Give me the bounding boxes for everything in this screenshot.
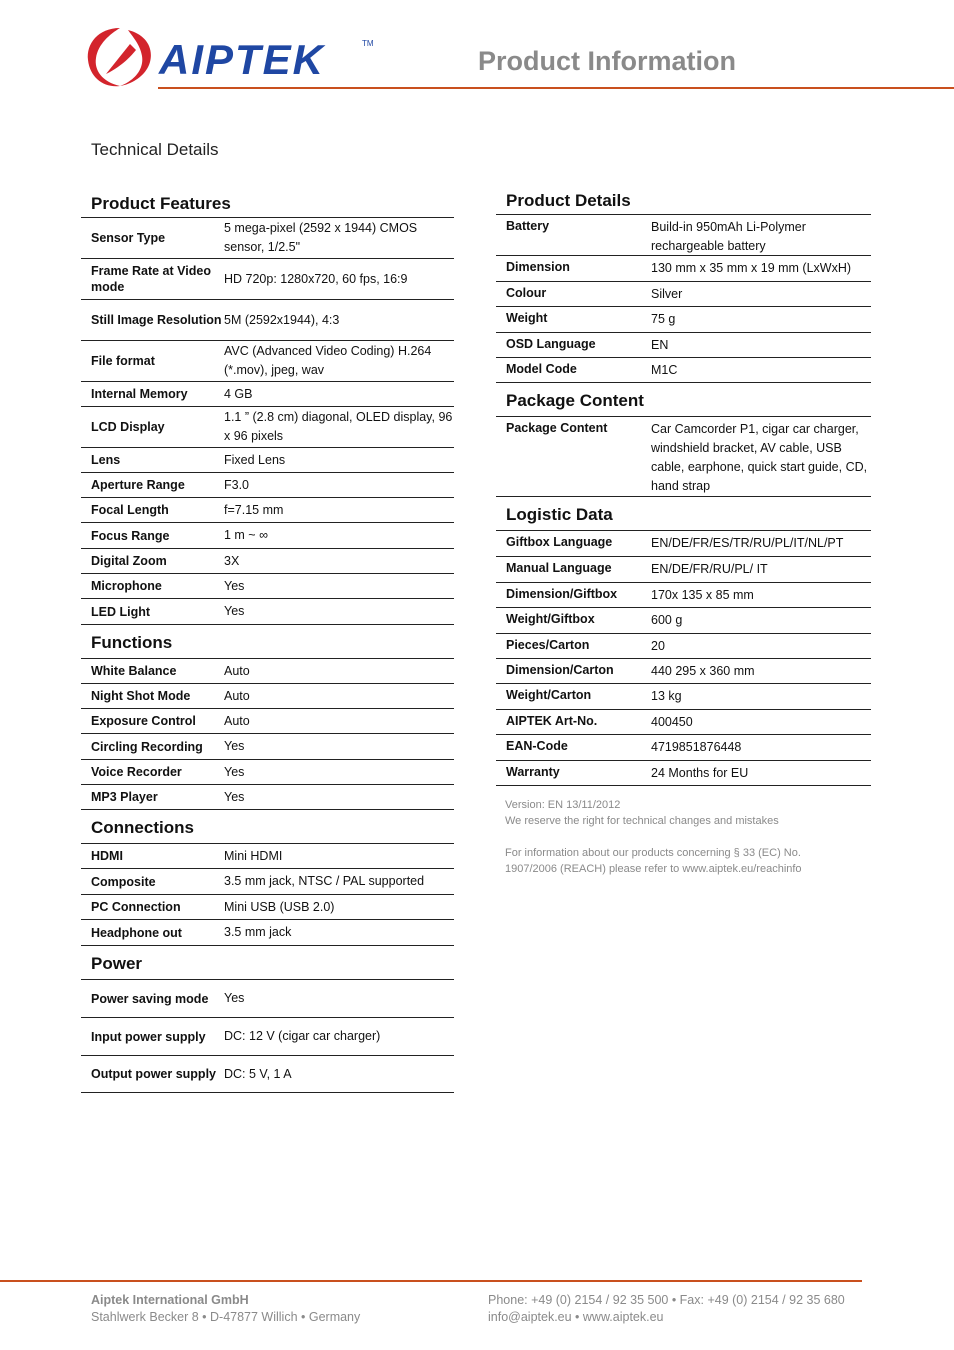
spec-row — [81, 382, 454, 407]
spec-value: Yes — [224, 764, 245, 779]
spec-value: 400450 — [651, 715, 693, 729]
spec-label: Internal Memory — [91, 387, 188, 401]
spec-label: Lens — [91, 453, 121, 467]
spec-value: Yes — [224, 739, 245, 753]
aiptek-logo — [84, 22, 384, 92]
spec-row — [496, 608, 871, 634]
spec-label: Weight/Giftbox — [506, 612, 595, 626]
spec-label: Composite — [91, 874, 156, 889]
spec-value: 20 — [651, 639, 665, 653]
footer-contact-block — [488, 1292, 845, 1326]
spec-value: Auto — [224, 688, 250, 703]
spec-label: Night Shot Mode — [91, 689, 191, 703]
spec-label: Pieces/Carton — [506, 638, 590, 652]
spec-label: Focus Range — [91, 528, 170, 543]
spec-label: Model Code — [506, 362, 577, 376]
spec-row — [81, 709, 454, 734]
spec-row — [81, 549, 454, 574]
section-product-features — [81, 188, 454, 625]
spec-value: EN/DE/FR/ES/TR/RU/PL/IT/NL/PT — [651, 536, 844, 550]
spec-label: Dimension/Giftbox — [506, 587, 618, 601]
spec-label: White Balance — [91, 664, 177, 678]
spec-row — [496, 358, 871, 383]
spec-row — [81, 523, 454, 549]
spec-label: OSD Language — [506, 337, 596, 351]
section-title: Connections — [81, 810, 454, 844]
spec-value: M1C — [651, 363, 678, 377]
page-title: Product Information — [478, 46, 736, 76]
spec-row — [496, 557, 871, 583]
spec-label: Output power supply — [91, 1067, 216, 1081]
spec-value: 3X — [224, 553, 240, 568]
section-power — [81, 946, 454, 1093]
section-title: Functions — [81, 625, 454, 659]
spec-label: LED Light — [91, 604, 151, 619]
spec-value: Mini HDMI — [224, 848, 283, 863]
spec-label: Frame Rate at Video mode — [91, 264, 211, 294]
spec-value: 1.1 ” (2.8 cm) diagonal, OLED display, 96 x 96 pixels — [224, 410, 453, 443]
section-title: Logistic Data — [496, 497, 871, 531]
spec-value: 5 mega-pixel (2592 x 1944) CMOS sensor, 1/2.5" — [224, 221, 418, 254]
footer-address: Stahlwerk Becker 8 • D-47877 Willich • Germany — [91, 1310, 361, 1324]
spec-row — [81, 599, 454, 625]
spec-value: AVC (Advanced Video Coding) H.264 (*.mov), jpeg, wav — [224, 344, 432, 377]
spec-row — [496, 282, 871, 307]
spec-label: AIPTEK Art-No. — [506, 714, 598, 728]
spec-value: 13 kg — [651, 689, 682, 703]
spec-row — [496, 659, 871, 684]
spec-value: 3.5 mm jack, NTSC / PAL supported — [224, 874, 425, 888]
spec-value: 4 GB — [224, 386, 253, 401]
section-connections — [81, 810, 454, 946]
section-title: Product Features — [81, 188, 454, 218]
spec-row — [81, 895, 454, 920]
spec-label: Battery — [506, 219, 550, 233]
section-functions — [81, 625, 454, 810]
spec-value: Silver — [651, 287, 683, 301]
spec-row — [81, 1018, 454, 1056]
spec-value: DC: 5 V, 1 A — [224, 1066, 292, 1081]
spec-row — [81, 498, 454, 523]
spec-row — [496, 307, 871, 333]
version-note — [505, 797, 779, 829]
spec-row — [496, 634, 871, 659]
spec-value: Yes — [224, 789, 245, 804]
spec-label: Dimension/Carton — [506, 663, 614, 677]
spec-row — [81, 920, 454, 946]
spec-row — [81, 473, 454, 498]
spec-row — [81, 218, 454, 259]
footer-phone: Phone: +49 (0) 2154 / 92 35 500 • Fax: +49 (0) 2154 / 92 35 680 — [488, 1293, 845, 1307]
spec-row — [496, 256, 871, 282]
spec-row — [81, 407, 454, 448]
spec-label: Warranty — [506, 765, 560, 779]
spec-label: HDMI — [91, 849, 123, 863]
left-column — [81, 188, 454, 1093]
spec-value: 4719851876448 — [651, 740, 742, 754]
section-package-content — [496, 383, 871, 497]
spec-label: Still Image Resolution — [91, 313, 222, 327]
section-logistic-data — [496, 497, 871, 786]
spec-row — [81, 869, 454, 895]
spec-value: Fixed Lens — [224, 452, 286, 467]
section-title: Package Content — [496, 383, 871, 417]
spec-row — [496, 761, 871, 786]
trademark-mark: TM — [362, 39, 374, 48]
spec-row — [496, 333, 871, 358]
spec-label: Sensor Type — [91, 231, 166, 245]
spec-row — [81, 980, 454, 1018]
spec-row — [81, 259, 454, 300]
spec-value: F3.0 — [224, 477, 250, 492]
spec-value: 24 Months for EU — [651, 766, 749, 780]
spec-row — [81, 684, 454, 709]
spec-label: Input power supply — [91, 1029, 206, 1044]
spec-value: 170x 135 x 85 mm — [651, 588, 754, 602]
spec-value: 600 g — [651, 613, 683, 627]
spec-value: Yes — [224, 578, 245, 593]
spec-label: Digital Zoom — [91, 554, 167, 568]
spec-label: Giftbox Language — [506, 535, 613, 549]
spec-value: Auto — [224, 713, 250, 728]
spec-row — [496, 583, 871, 608]
logo-text: AIPTEK — [159, 36, 326, 83]
spec-row — [81, 785, 454, 810]
spec-label: Weight — [506, 311, 548, 325]
spec-value: Mini USB (USB 2.0) — [224, 899, 335, 914]
reach-note: For information about our products concerning § 33 (EC) No. 1907/2006 (REACH) please refer to www.aiptek.eu/reachinfo — [505, 847, 802, 875]
spec-row — [496, 531, 871, 557]
reserve-text: We reserve the right for technical changes and mistakes — [505, 815, 779, 827]
spec-label: PC Connection — [91, 900, 181, 914]
spec-row — [81, 1056, 454, 1093]
spec-value: 5M (2592x1944), 4:3 — [224, 312, 340, 327]
footer-web: info@aiptek.eu • www.aiptek.eu — [488, 1310, 664, 1324]
section-product-details — [496, 186, 871, 383]
right-column — [496, 186, 871, 786]
spec-value: Auto — [224, 663, 250, 678]
spec-label: Focal Length — [91, 503, 169, 517]
spec-value: 3.5 mm jack — [224, 925, 292, 939]
spec-row — [81, 448, 454, 473]
spec-row — [496, 684, 871, 710]
document-subtitle: Technical Details — [91, 140, 219, 159]
spec-row — [496, 710, 871, 735]
spec-row — [81, 300, 454, 341]
spec-label: Colour — [506, 286, 547, 300]
spec-value: 1 m ~ ∞ — [224, 528, 268, 542]
section-title: Product Details — [496, 186, 871, 215]
spec-label: Exposure Control — [91, 714, 196, 728]
spec-value: 130 mm x 35 mm x 19 mm (LxWxH) — [651, 261, 852, 275]
spec-label: MP3 Player — [91, 790, 158, 804]
swoosh-icon — [88, 28, 151, 86]
spec-label: File format — [91, 354, 155, 368]
spec-label: Headphone out — [91, 925, 182, 940]
spec-value: EN — [651, 338, 669, 352]
spec-label: Circling Recording — [91, 739, 203, 754]
spec-label: Aperture Range — [91, 478, 185, 492]
spec-label: EAN-Code — [506, 739, 568, 753]
spec-row — [496, 735, 871, 761]
spec-value: EN/DE/FR/RU/PL/ IT — [651, 562, 768, 576]
footer-divider — [0, 1280, 862, 1282]
spec-value: 75 g — [651, 312, 676, 326]
spec-value: HD 720p: 1280x720, 60 fps, 16:9 — [224, 271, 408, 286]
spec-value: Yes — [224, 991, 245, 1005]
version-text: Version: EN 13/11/2012 — [505, 799, 621, 811]
spec-value: Yes — [224, 604, 245, 618]
spec-label: LCD Display — [91, 420, 165, 434]
spec-label: Manual Language — [506, 561, 612, 575]
spec-label: Microphone — [91, 579, 162, 593]
spec-value: f=7.15 mm — [224, 502, 284, 517]
spec-row — [81, 574, 454, 599]
spec-row — [81, 760, 454, 785]
spec-label: Voice Recorder — [91, 765, 182, 779]
spec-value: Car Camcorder P1, cigar car charger, windshield bracket, AV cable, USB cable, earphone, quick start guide, CD, hand strap — [651, 422, 868, 493]
spec-label: Power saving mode — [91, 991, 209, 1006]
spec-row — [81, 659, 454, 684]
section-title: Power — [81, 946, 454, 980]
spec-value: DC: 12 V (cigar car charger) — [224, 1029, 381, 1043]
spec-row — [81, 341, 454, 382]
footer-company: Aiptek International GmbH — [91, 1293, 249, 1307]
spec-row — [496, 215, 871, 256]
spec-row — [81, 734, 454, 760]
footer-company-block — [91, 1292, 360, 1326]
spec-row — [81, 844, 454, 869]
spec-label: Package Content — [506, 421, 608, 435]
header-divider — [158, 87, 954, 89]
spec-value: Build-in 950mAh Li-Polymer rechargeable battery — [651, 220, 806, 253]
spec-label: Dimension — [506, 260, 570, 274]
spec-value: 440 295 x 360 mm — [651, 664, 755, 678]
spec-row — [496, 417, 871, 497]
spec-label: Weight/Carton — [506, 688, 592, 702]
